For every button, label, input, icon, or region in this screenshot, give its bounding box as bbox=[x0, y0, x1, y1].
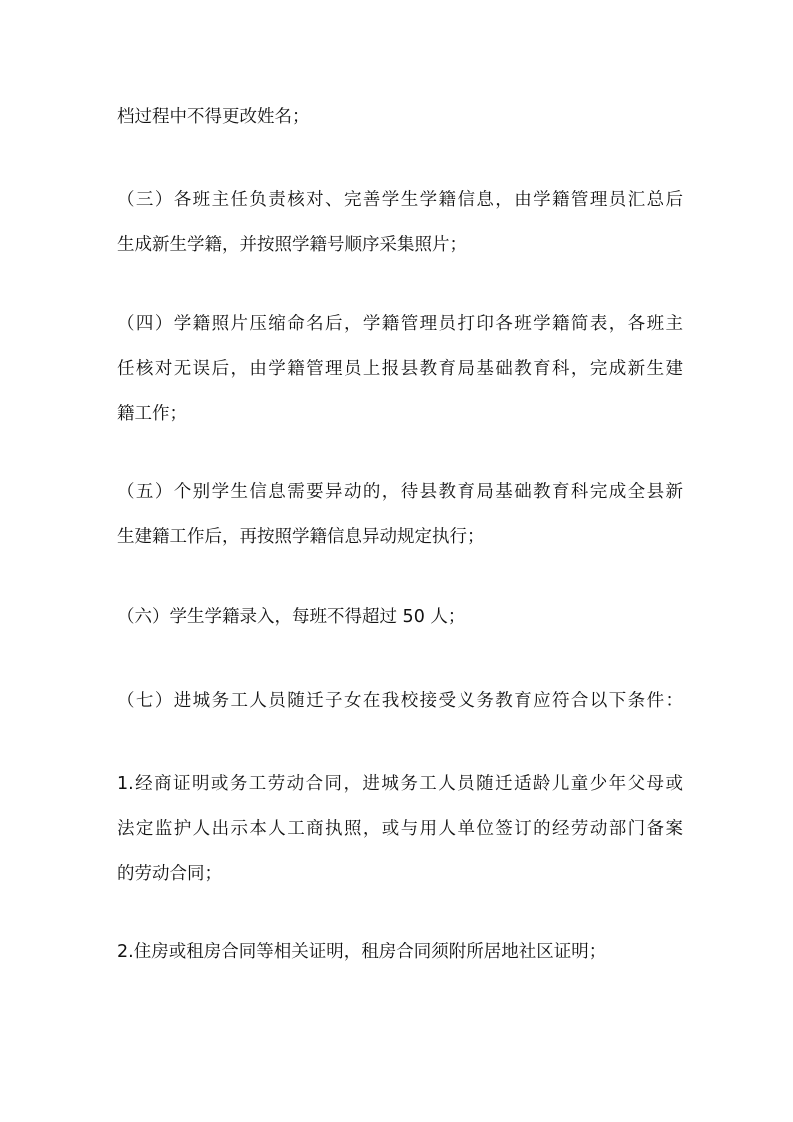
text-line: 生成新生学籍，并按照学籍号顺序采集照片； bbox=[117, 235, 467, 255]
text-line: 2.住房或租房合同等相关证明，租房合同须附所居地社区证明； bbox=[117, 942, 607, 962]
text-line: 生建籍工作后，再按照学籍信息异动规定执行； bbox=[117, 527, 485, 547]
text-line: 任核对无误后，由学籍管理员上报县教育局基础教育科，完成新生建 bbox=[117, 359, 683, 379]
text-line: 法定监护人出示本人工商执照，或与用人单位签订的经劳动部门备案 bbox=[117, 819, 683, 839]
paragraph-item-3 bbox=[117, 178, 683, 268]
text-line: 籍工作； bbox=[117, 404, 187, 424]
text-line: （六）学生学籍录入，每班不得超过 50 人； bbox=[117, 607, 466, 627]
paragraph-condition-1 bbox=[117, 762, 683, 897]
text-line: （五）个别学生信息需要异动的，待县教育局基础教育科完成全县新 bbox=[117, 482, 683, 502]
text-line: 档过程中不得更改姓名； bbox=[117, 107, 310, 127]
paragraph-item-6 bbox=[117, 595, 683, 640]
text-line: （七）进城务工人员随迁子女在我校接受义务教育应符合以下条件： bbox=[117, 691, 683, 711]
text-line: 1.经商证明或务工劳动合同，进城务工人员随迁适龄儿童少年父母或 bbox=[117, 774, 683, 794]
text-line: （三）各班主任负责核对、完善学生学籍信息，由学籍管理员汇总后 bbox=[117, 190, 683, 210]
paragraph-item-4 bbox=[117, 302, 683, 437]
text-line: （四）学籍照片压缩命名后，学籍管理员打印各班学籍简表，各班主 bbox=[117, 314, 683, 334]
paragraph-continuation bbox=[117, 95, 683, 140]
text-line: 的劳动合同； bbox=[117, 864, 222, 884]
paragraph-item-5 bbox=[117, 470, 683, 560]
paragraph-condition-2 bbox=[117, 930, 683, 975]
paragraph-item-7 bbox=[117, 679, 683, 724]
